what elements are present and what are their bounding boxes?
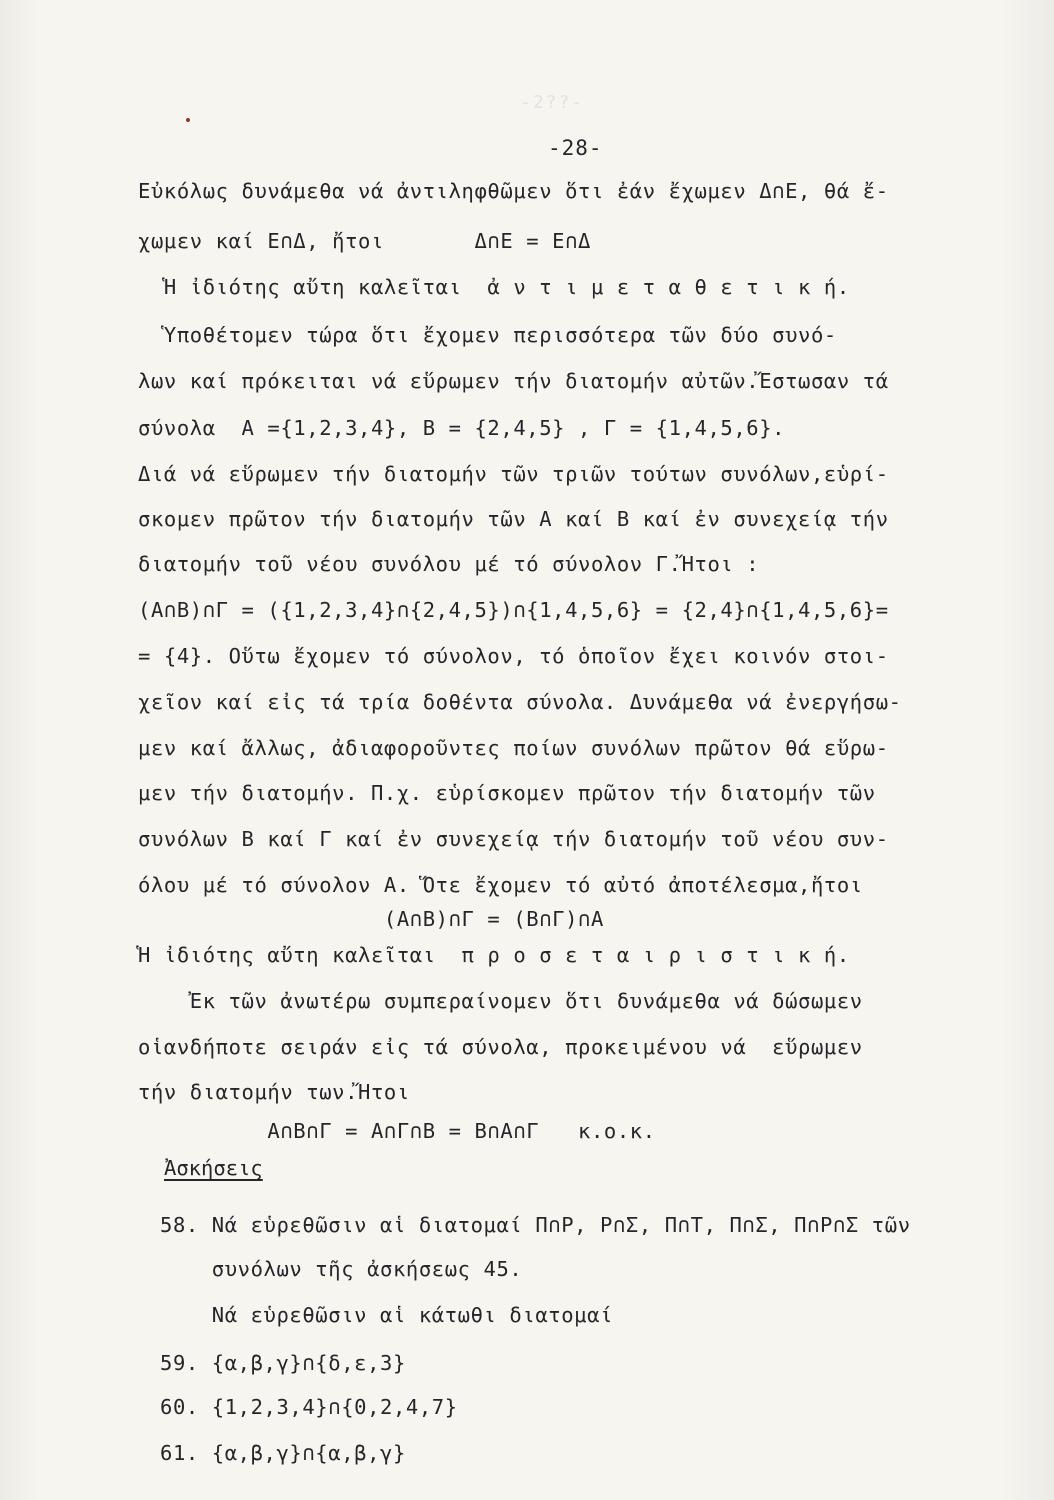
formula-line: (Α∩Β)∩Γ = ({1,2,3,4}∩{2,4,5})∩{1,4,5,6} = {2,4}∩{1,4,5,6}= — [138, 598, 889, 622]
page-number: -28- — [548, 136, 603, 160]
exercise-item: 59. {α,β,γ}∩{δ,ε,3} — [160, 1351, 406, 1375]
text-line: λων καί πρόκειται νά εὕρωμεν τήν διατομήν αὐτῶν.Ἔστωσαν τά — [138, 369, 889, 393]
text-line: σκομεν πρῶτον τήν διατομήν τῶν Α καί Β καί ἐν συνεχείᾳ τήν — [138, 507, 889, 531]
text-line: χωμεν καί Ε∩Δ, ἤτοι Δ∩Ε = Ε∩Δ — [138, 229, 591, 253]
text-line: όλου μέ τό σύνολον Α. Ὅτε ἔχομεν τό αὐτό ἀποτέλεσμα,ἤτοι — [138, 873, 863, 897]
ink-dot — [186, 118, 190, 122]
text-line: συνόλων Β καί Γ καί ἐν συνεχείᾳ τήν διατομήν τοῦ νέου συν- — [138, 827, 889, 851]
text-line: μεν καί ἄλλως, ἀδιαφοροῦντες ποίων συνόλων πρῶτον θά εὕρω- — [138, 736, 889, 760]
text-line: Ἐκ τῶν ἀνωτέρω συμπεραίνομεν ὅτι δυνάμεθα νά δώσωμεν — [138, 989, 863, 1013]
text-line: = {4}. Οὕτω ἔχομεν τό σύνολον, τό ὁποῖον ἔχει κοινόν στοι- — [138, 644, 889, 668]
text-line: Εὐκόλως δυνάμεθα νά ἀντιληφθῶμεν ὅτι ἐάν ἔχωμεν Δ∩Ε, θά ἔ- — [138, 179, 889, 203]
text-line: οἱανδήποτε σειράν εἰς τά σύνολα, προκειμένου νά εὕρωμεν — [138, 1035, 863, 1059]
text-line: χεῖον καί εἰς τά τρία δοθέντα σύνολα. Δυνάμεθα νά ἐνεργήσω- — [138, 690, 902, 714]
exercises-heading: Ἀσκήσεις — [164, 1156, 263, 1180]
text-line: Ὑποθέτομεν τώρα ὅτι ἔχομεν περισσότερα τῶν δύο συνό- — [138, 323, 837, 347]
text-line: Ἡ ἰδιότης αὔτη καλεῖται ἀ ν τ ι μ ε τ α θ ε τ ι κ ή. — [138, 275, 850, 299]
exercise-item: συνόλων τῆς ἀσκήσεως 45. — [160, 1257, 523, 1281]
text-line: σύνολα Α ={1,2,3,4}, Β = {2,4,5} , Γ = {1,4,5,6}. — [138, 416, 786, 440]
formula-line: (Α∩Β)∩Γ = (Β∩Γ)∩Α — [138, 907, 604, 931]
text-line: μεν τήν διατομήν. Π.χ. εὑρίσκομεν πρῶτον τήν διατομήν τῶν — [138, 781, 876, 805]
exercise-item: 60. {1,2,3,4}∩{0,2,4,7} — [160, 1395, 458, 1419]
exercise-item: 61. {α,β,γ}∩{α,β,γ} — [160, 1441, 406, 1465]
exercise-item: Νά εὑρεθῶσιν αἱ κάτωθι διατομαί — [160, 1303, 613, 1327]
text-line: Ἡ ἰδιότης αὔτη καλεῖται π ρ ο σ ε τ α ι ρ ι σ τ ι κ ή. — [138, 943, 850, 967]
bleed-through-header: -2??- — [520, 92, 585, 113]
formula-line: Α∩Β∩Γ = Α∩Γ∩Β = Β∩Α∩Γ κ.ο.κ. — [138, 1119, 656, 1143]
text-line: τήν διατομήν των.Ἤτοι — [138, 1080, 410, 1104]
exercise-item: 58. Νά εὑρεθῶσιν αἱ διατομαί Π∩Ρ, Ρ∩Σ, Π∩Τ, Π∩Σ, Π∩Ρ∩Σ τῶν — [160, 1213, 911, 1237]
text-line: διατομήν τοῦ νέου συνόλου μέ τό σύνολον Γ.Ἤτοι : — [138, 552, 760, 576]
text-line: Διά νά εὕρωμεν τήν διατομήν τῶν τριῶν τούτων συνόλων,εὑρί- — [138, 462, 889, 486]
